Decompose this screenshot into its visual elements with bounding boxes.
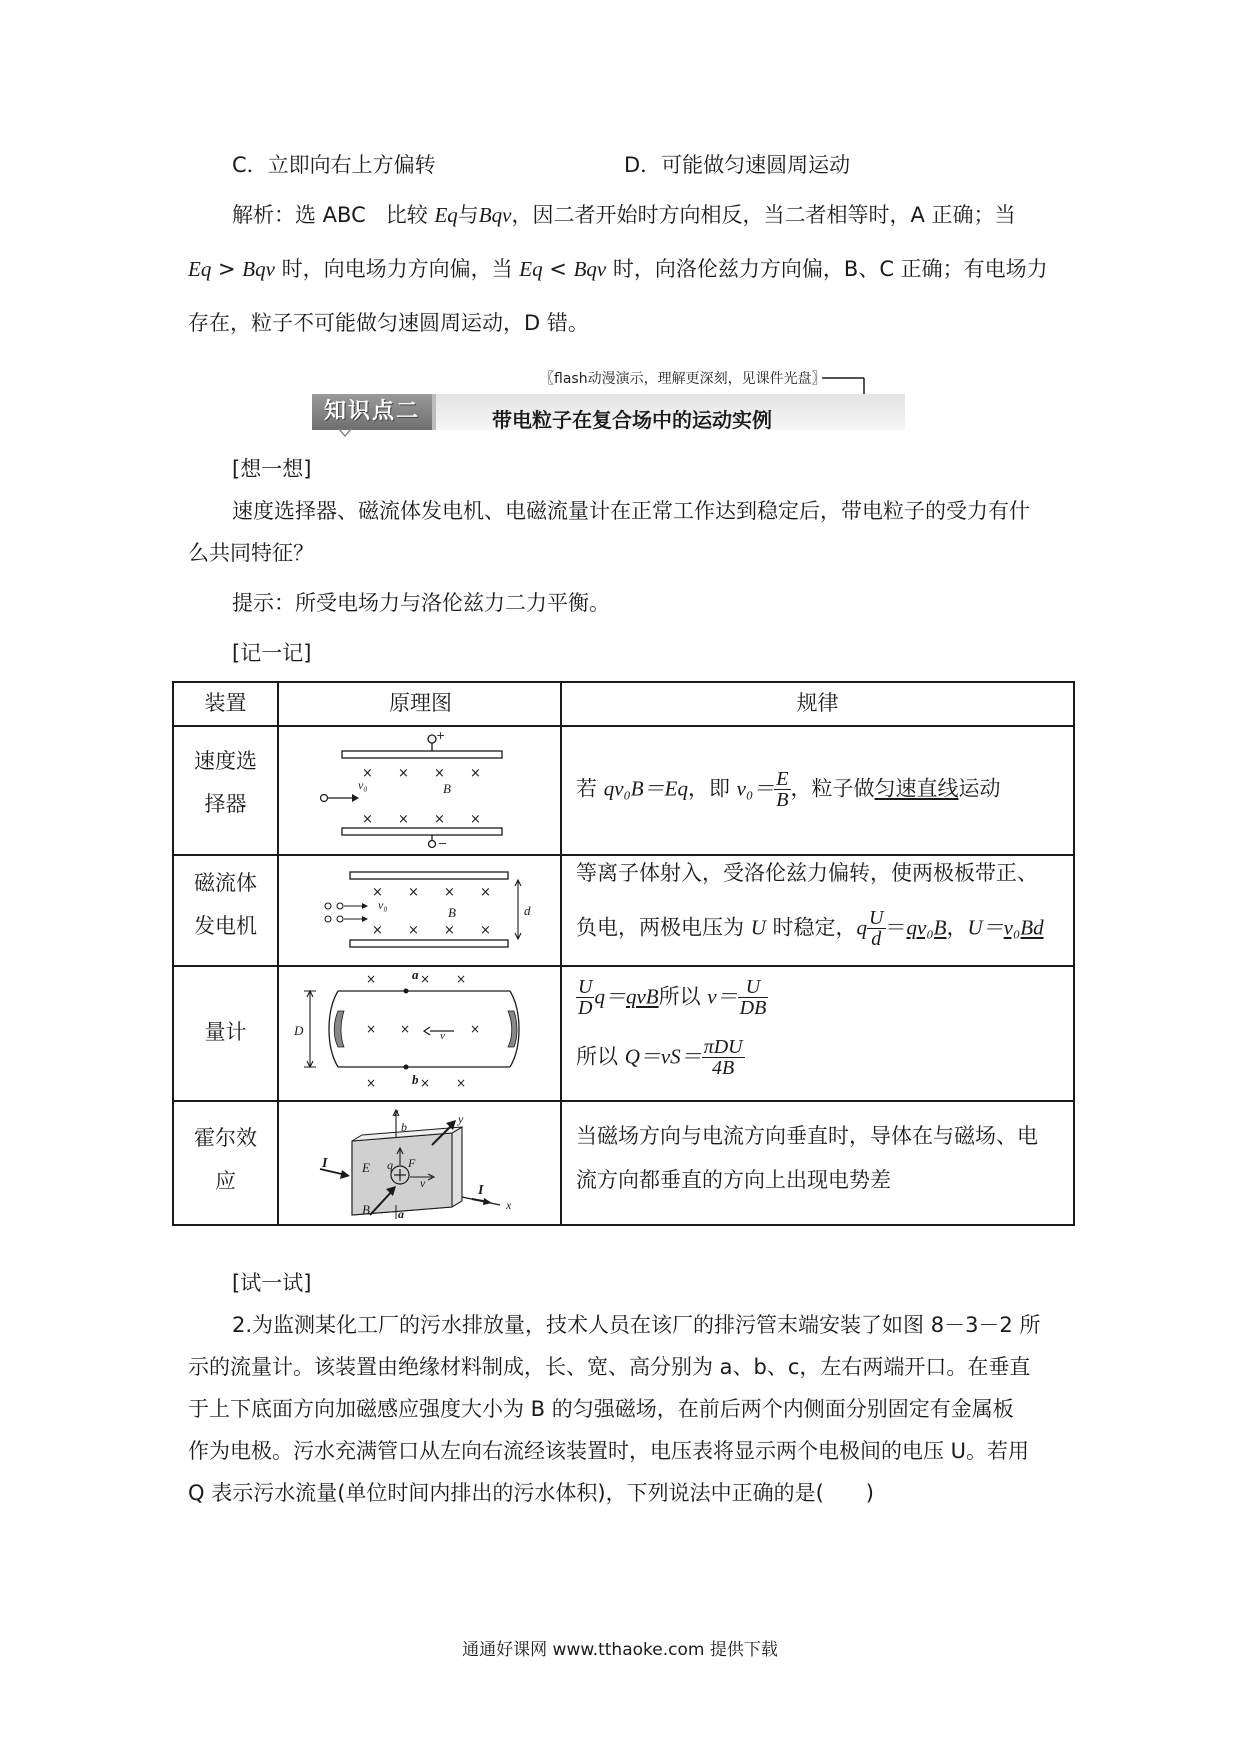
section-tab-label: 知识点二 <box>323 399 420 424</box>
diagram-label: x <box>506 1198 512 1212</box>
svg-text:×: × <box>470 812 481 827</box>
svg-text:×: × <box>372 885 383 900</box>
denominator: D <box>578 997 593 1019</box>
diagram-label: b <box>412 1072 419 1087</box>
diagram-label: a <box>398 1207 404 1221</box>
svg-text:×: × <box>434 812 445 827</box>
formula: q <box>856 915 868 940</box>
analysis-label: 解析： <box>232 203 295 227</box>
svg-text:×: × <box>398 766 409 781</box>
svg-text:×: × <box>444 923 455 938</box>
header-device: 装置 <box>204 691 247 715</box>
analysis-text: ，因二者开始时方向相反，当二者相等时，A 正确；当 <box>511 203 1016 227</box>
rule-text: 若 <box>576 776 604 801</box>
gt-sign: > <box>211 257 243 281</box>
hall-effect-diagram <box>302 1105 552 1223</box>
symbol-bqv: Bqv <box>573 257 607 281</box>
diagram-label: − <box>438 837 448 850</box>
svg-text:×: × <box>470 1022 481 1036</box>
rule-text: ， <box>946 915 968 940</box>
device-name: 量计 <box>204 1020 247 1044</box>
numerator: πDU <box>703 1036 743 1058</box>
rule-text: ，粒子做 <box>790 776 875 801</box>
rule-mhd-line-2 <box>576 908 1044 949</box>
diagram-label: v₀ <box>378 898 388 912</box>
svg-text:×: × <box>372 923 383 938</box>
underlined-term: qvB <box>625 984 659 1009</box>
header-rule: 规律 <box>796 691 839 715</box>
svg-text:×: × <box>362 812 373 827</box>
device-name: 应 <box>215 1169 236 1193</box>
denominator: 4B <box>712 1057 735 1079</box>
diagram-label: B <box>443 781 451 796</box>
device-name: 霍尔效 <box>194 1126 257 1150</box>
mhd-generator-diagram <box>322 864 552 960</box>
diagram-label: b <box>401 1120 407 1134</box>
rule-text: 负电，两极电压为 <box>576 915 751 940</box>
rule-hall-line-1: 当磁场方向与电流方向垂直时，导体在与磁场、电 <box>576 1124 1038 1148</box>
formula: U＝ <box>967 915 1004 940</box>
option-d: D．可能做匀速圆周运动 <box>624 153 851 177</box>
diagram-label: I <box>322 1156 328 1171</box>
try-line-4: 作为电极。污水充满管口从左向右流经该装置时，电压表将显示两个电极间的电压 U。若用 <box>188 1439 1030 1463</box>
analysis-text: 时，向洛伦兹力方向偏，B、C 正确；有电场力 <box>606 257 1048 281</box>
fraction <box>576 977 594 1018</box>
svg-text:×: × <box>400 1022 411 1036</box>
rule-text: ，即 <box>687 776 737 801</box>
diagram-label: d <box>524 903 531 918</box>
section-note: 〖flash动漫演示，理解更深刻，见课件光盘〗 <box>540 371 826 387</box>
option-c: C．立即向右上方偏转 <box>232 153 436 177</box>
symbol-bqv: Bqv <box>478 203 512 227</box>
diagram-label: F <box>408 1156 416 1170</box>
fraction <box>738 977 769 1018</box>
diagram-label: E <box>362 1160 370 1175</box>
numerator: U <box>738 977 769 998</box>
symbol-eq: Eq <box>519 257 543 281</box>
fraction <box>867 908 885 949</box>
device-name: 速度选 <box>194 749 257 773</box>
fraction <box>702 1037 745 1078</box>
analysis-text: 与 <box>457 203 479 227</box>
rule-flowmeter-line-2 <box>576 1037 745 1078</box>
numerator: E <box>776 768 789 790</box>
flowmeter-diagram <box>300 971 550 1095</box>
symbol-eq: Eq <box>434 203 458 227</box>
think-question-1: 速度选择器、磁流体发电机、电磁流量计在正常工作达到稳定后，带电粒子的受力有什 <box>232 499 1030 523</box>
diagram-label: a <box>412 967 419 982</box>
rule-flowmeter-line-1 <box>576 977 768 1018</box>
symbol-eq: Eq <box>188 257 212 281</box>
svg-text:×: × <box>408 885 419 900</box>
svg-text:×: × <box>456 972 467 986</box>
analysis-text: 比较 <box>385 203 428 227</box>
svg-text:×: × <box>480 923 491 938</box>
analysis-line-2 <box>188 254 1048 284</box>
svg-text:×: × <box>420 972 431 986</box>
tab-pointer-icon <box>338 428 352 438</box>
formula: qv₀B＝Eq <box>603 776 688 801</box>
analysis-line-3: 存在，粒子不可能做匀速圆周运动，D 错。 <box>188 311 589 335</box>
velocity-selector-diagram <box>312 731 542 849</box>
analysis-line-1 <box>232 200 1016 230</box>
numerator: U <box>869 907 884 929</box>
rule-text: 所以 <box>576 1044 625 1069</box>
svg-text:×: × <box>456 1076 467 1090</box>
rule-text: 时稳定， <box>765 915 857 940</box>
numerator: U <box>578 976 593 998</box>
section-title: 带电粒子在复合场中的运动实例 <box>492 408 772 432</box>
fraction <box>774 769 790 810</box>
underlined-term: 匀速直线 <box>874 776 959 801</box>
rule-hall-line-2: 流方向都垂直的方向上出现电势差 <box>576 1168 891 1192</box>
device-name: 磁流体 <box>194 871 257 895</box>
formula: v₀＝ <box>736 776 775 801</box>
underlined-term: qv₀B <box>906 915 947 940</box>
lt-sign: < <box>542 257 574 281</box>
diagram-label: v <box>420 1176 426 1190</box>
svg-text:×: × <box>366 1022 377 1036</box>
rule-mhd-line-1: 等离子体射入，受洛伦兹力偏转，使两极板带正、 <box>576 861 1038 885</box>
remember-heading: [记一记] <box>232 641 312 665</box>
page-footer: 通通好课网 www.tthaoke.com 提供下载 <box>462 1640 778 1660</box>
try-heading: [试一试] <box>232 1271 312 1295</box>
think-hint: 提示：所受电场力与洛伦兹力二力平衡。 <box>232 591 610 615</box>
diagram-label: I <box>478 1183 484 1198</box>
formula: ＝ <box>885 915 907 940</box>
analysis-text: 时，向电场力方向偏，当 <box>274 257 520 281</box>
diagram-label: z <box>394 1105 399 1119</box>
formula: Q＝vS＝ <box>624 1044 702 1069</box>
svg-text:×: × <box>434 766 445 781</box>
svg-text:×: × <box>470 766 481 781</box>
symbol-bqv: Bqv <box>242 257 275 281</box>
svg-text:×: × <box>362 766 373 781</box>
svg-text:×: × <box>444 885 455 900</box>
svg-text:×: × <box>420 1076 431 1090</box>
formula: v＝ <box>707 984 738 1009</box>
diagram-label: y <box>458 1112 464 1126</box>
think-heading: [想一想] <box>232 457 312 481</box>
header-diagram: 原理图 <box>389 691 452 715</box>
svg-text:×: × <box>398 812 409 827</box>
formula: U <box>750 915 766 940</box>
rule-text: 运动 <box>958 776 1001 801</box>
underlined-term: v₀Bd <box>1003 915 1044 940</box>
try-line-1: 2.为监测某化工厂的污水排放量，技术人员在该厂的排污管末端安装了如图 8－3－2 所 <box>232 1313 1041 1337</box>
svg-text:×: × <box>366 1076 377 1090</box>
diagram-label: B <box>448 905 456 920</box>
diagram-label: v <box>440 1030 445 1042</box>
section-tab <box>312 394 436 430</box>
diagram-label: D <box>294 1023 304 1038</box>
rule-velocity-selector <box>576 769 1001 810</box>
diagram-label: + <box>436 729 446 742</box>
device-name: 择器 <box>204 792 247 816</box>
denominator: d <box>871 928 882 950</box>
think-question-2: 么共同特征？ <box>188 541 314 565</box>
rule-text: 所以 <box>658 984 708 1009</box>
denominator: B <box>776 789 789 811</box>
device-name: 发电机 <box>194 914 257 938</box>
analysis-choice: 选 ABC <box>295 203 366 227</box>
svg-text:×: × <box>408 923 419 938</box>
diagram-label: B <box>362 1202 370 1217</box>
try-line-5: Q 表示污水流量(单位时间内排出的污水体积)，下列说法中正确的是( ) <box>188 1481 874 1505</box>
try-line-3: 于上下底面方向加磁感应强度大小为 B 的匀强磁场，在前后两个内侧面分别固定有金属板 <box>188 1397 1014 1421</box>
svg-text:×: × <box>480 885 491 900</box>
devices-table <box>172 681 1075 1226</box>
try-line-2: 示的流量计。该装置由绝缘材料制成，长、宽、高分别为 a、b、c，左右两端开口。在垂直 <box>188 1355 1031 1379</box>
diagram-label: v₀ <box>358 778 368 792</box>
formula: q＝ <box>594 984 626 1009</box>
denominator: DB <box>739 997 767 1019</box>
diagram-label: q <box>387 1158 393 1172</box>
svg-text:×: × <box>366 972 377 986</box>
